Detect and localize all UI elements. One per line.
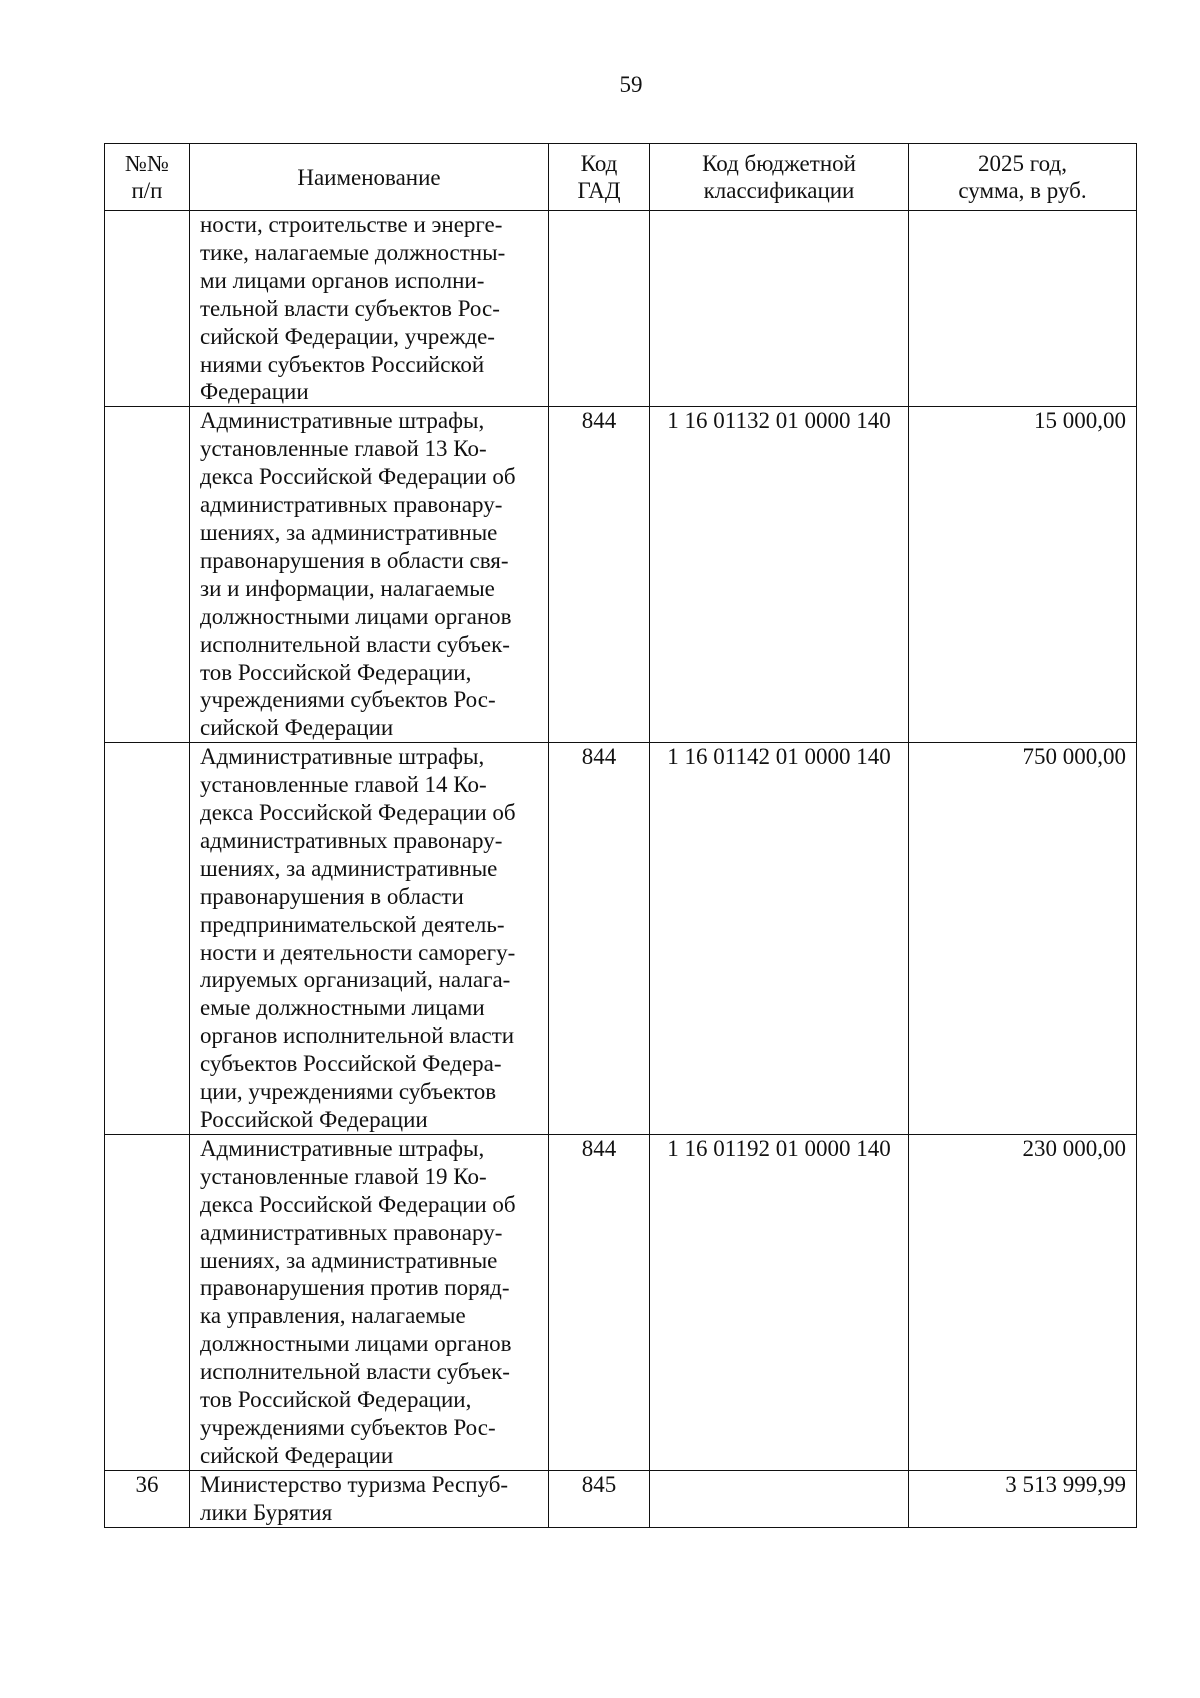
row-name-line: ниями субъектов Российской (200, 351, 485, 377)
header-kbk (650, 144, 909, 211)
row-name-line: лики Бурятия (200, 1499, 333, 1525)
row-name-line: установленные главой 19 Ко- (200, 1163, 487, 1189)
header-name: Наименование (190, 144, 549, 211)
row-name-line: тике, налагаемые должностны- (200, 239, 506, 265)
row-name-line: учреждениями субъектов Рос- (200, 687, 496, 713)
row-name-line: Министерство туризма Респуб- (200, 1471, 509, 1497)
row-name-line: ности и деятельности саморегу- (200, 939, 516, 965)
header-num (105, 144, 190, 211)
header-row (105, 144, 1137, 211)
row-name-line: ка управления, налагаемые (200, 1303, 466, 1329)
row-name-line: тов Российской Федерации, (200, 1387, 472, 1413)
row-amount: 15 000,00 (909, 407, 1137, 743)
row-name-line: ми лицами органов исполни- (200, 267, 485, 293)
row-name (190, 211, 549, 407)
row-number: 36 (105, 1470, 190, 1527)
row-name-line: сийской Федерации (200, 1442, 394, 1468)
row-name-line: тов Российской Федерации, (200, 659, 472, 685)
row-name-line: субъектов Российской Федера- (200, 1051, 502, 1077)
row-name-line: Административные штрафы, (200, 408, 485, 434)
row-name-line: шениях, за административные (200, 519, 498, 545)
row-gad-code (549, 211, 650, 407)
row-name-line: правонарушения против поряд- (200, 1275, 510, 1301)
row-budget-code (650, 211, 909, 407)
row-name-line: лируемых организаций, налага- (200, 967, 511, 993)
row-name-line: административных правонару- (200, 492, 503, 518)
row-name-line: учреждениями субъектов Рос- (200, 1414, 496, 1440)
row-amount: 750 000,00 (909, 743, 1137, 1135)
row-name-line: установленные главой 14 Ко- (200, 772, 487, 798)
table-row (105, 743, 1137, 1135)
row-gad-code: 844 (549, 407, 650, 743)
budget-table (104, 143, 1137, 1528)
row-name-line: административных правонару- (200, 827, 503, 853)
row-gad-code: 844 (549, 1134, 650, 1470)
header-gad-line2: ГАД (577, 178, 621, 203)
row-name-line: емые должностными лицами (200, 995, 485, 1021)
table-row (105, 1134, 1137, 1470)
row-name-line: административных правонару- (200, 1219, 503, 1245)
row-name-line: Федерации (200, 379, 309, 405)
row-name-line: ции, учреждениями субъектов (200, 1079, 497, 1105)
row-name-line: исполнительной власти субъек- (200, 1359, 510, 1385)
header-gad-line1: Код (580, 151, 618, 176)
row-name-line: Административные штрафы, (200, 1135, 485, 1161)
header-gad (549, 144, 650, 211)
table-row (105, 1470, 1137, 1527)
row-budget-code: 1 16 01142 01 0000 140 (650, 743, 909, 1135)
row-name-line: исполнительной власти субъек- (200, 631, 510, 657)
header-sum-line1: 2025 год, (978, 151, 1067, 176)
row-name-line: должностными лицами органов (200, 603, 512, 629)
row-budget-code: 1 16 01132 01 0000 140 (650, 407, 909, 743)
row-name-line: зи и информации, налагаемые (200, 575, 495, 601)
table-row (105, 407, 1137, 743)
header-sum-line2: сумма, в руб. (958, 178, 1087, 203)
row-name (190, 407, 549, 743)
row-name-line: правонарушения в области свя- (200, 547, 509, 573)
row-name-line: органов исполнительной власти (200, 1023, 515, 1049)
table-body (105, 211, 1137, 1528)
row-amount (909, 211, 1137, 407)
header-kbk-line1: Код бюджетной (702, 151, 856, 176)
page-number: 59 (619, 72, 643, 97)
row-name-line: Административные штрафы, (200, 744, 485, 770)
row-name-line: установленные главой 13 Ко- (200, 436, 487, 462)
row-gad-code: 845 (549, 1470, 650, 1527)
row-name-line: тельной власти субъектов Рос- (200, 295, 500, 321)
row-amount: 230 000,00 (909, 1134, 1137, 1470)
header-kbk-line2: классификации (703, 178, 855, 203)
row-name-line: правонарушения в области (200, 883, 464, 909)
row-number (105, 1134, 190, 1470)
row-name-line: сийской Федерации, учрежде- (200, 323, 495, 349)
row-name-line: декса Российской Федерации об (200, 464, 516, 490)
row-name (190, 743, 549, 1135)
row-budget-code: 1 16 01192 01 0000 140 (650, 1134, 909, 1470)
row-number (105, 407, 190, 743)
table-row (105, 211, 1137, 407)
row-name-line: декса Российской Федерации об (200, 800, 516, 826)
row-amount: 3 513 999,99 (909, 1470, 1137, 1527)
row-name-line: предпринимательской деятель- (200, 911, 505, 937)
row-name-line: Российской Федерации (200, 1107, 428, 1132)
row-name (190, 1470, 549, 1527)
row-name-line: ности, строительстве и энерге- (200, 212, 503, 237)
row-gad-code: 844 (549, 743, 650, 1135)
header-sum (909, 144, 1137, 211)
row-number (105, 743, 190, 1135)
row-number (105, 211, 190, 407)
row-name-line: шениях, за административные (200, 855, 498, 881)
header-num-line2: п/п (131, 178, 163, 203)
row-name-line: декса Российской Федерации об (200, 1191, 516, 1217)
header-num-line1: №№ (125, 151, 169, 176)
row-name-line: сийской Федерации (200, 715, 394, 741)
row-budget-code (650, 1470, 909, 1527)
row-name-line: должностными лицами органов (200, 1331, 512, 1357)
row-name (190, 1134, 549, 1470)
row-name-line: шениях, за административные (200, 1247, 498, 1273)
